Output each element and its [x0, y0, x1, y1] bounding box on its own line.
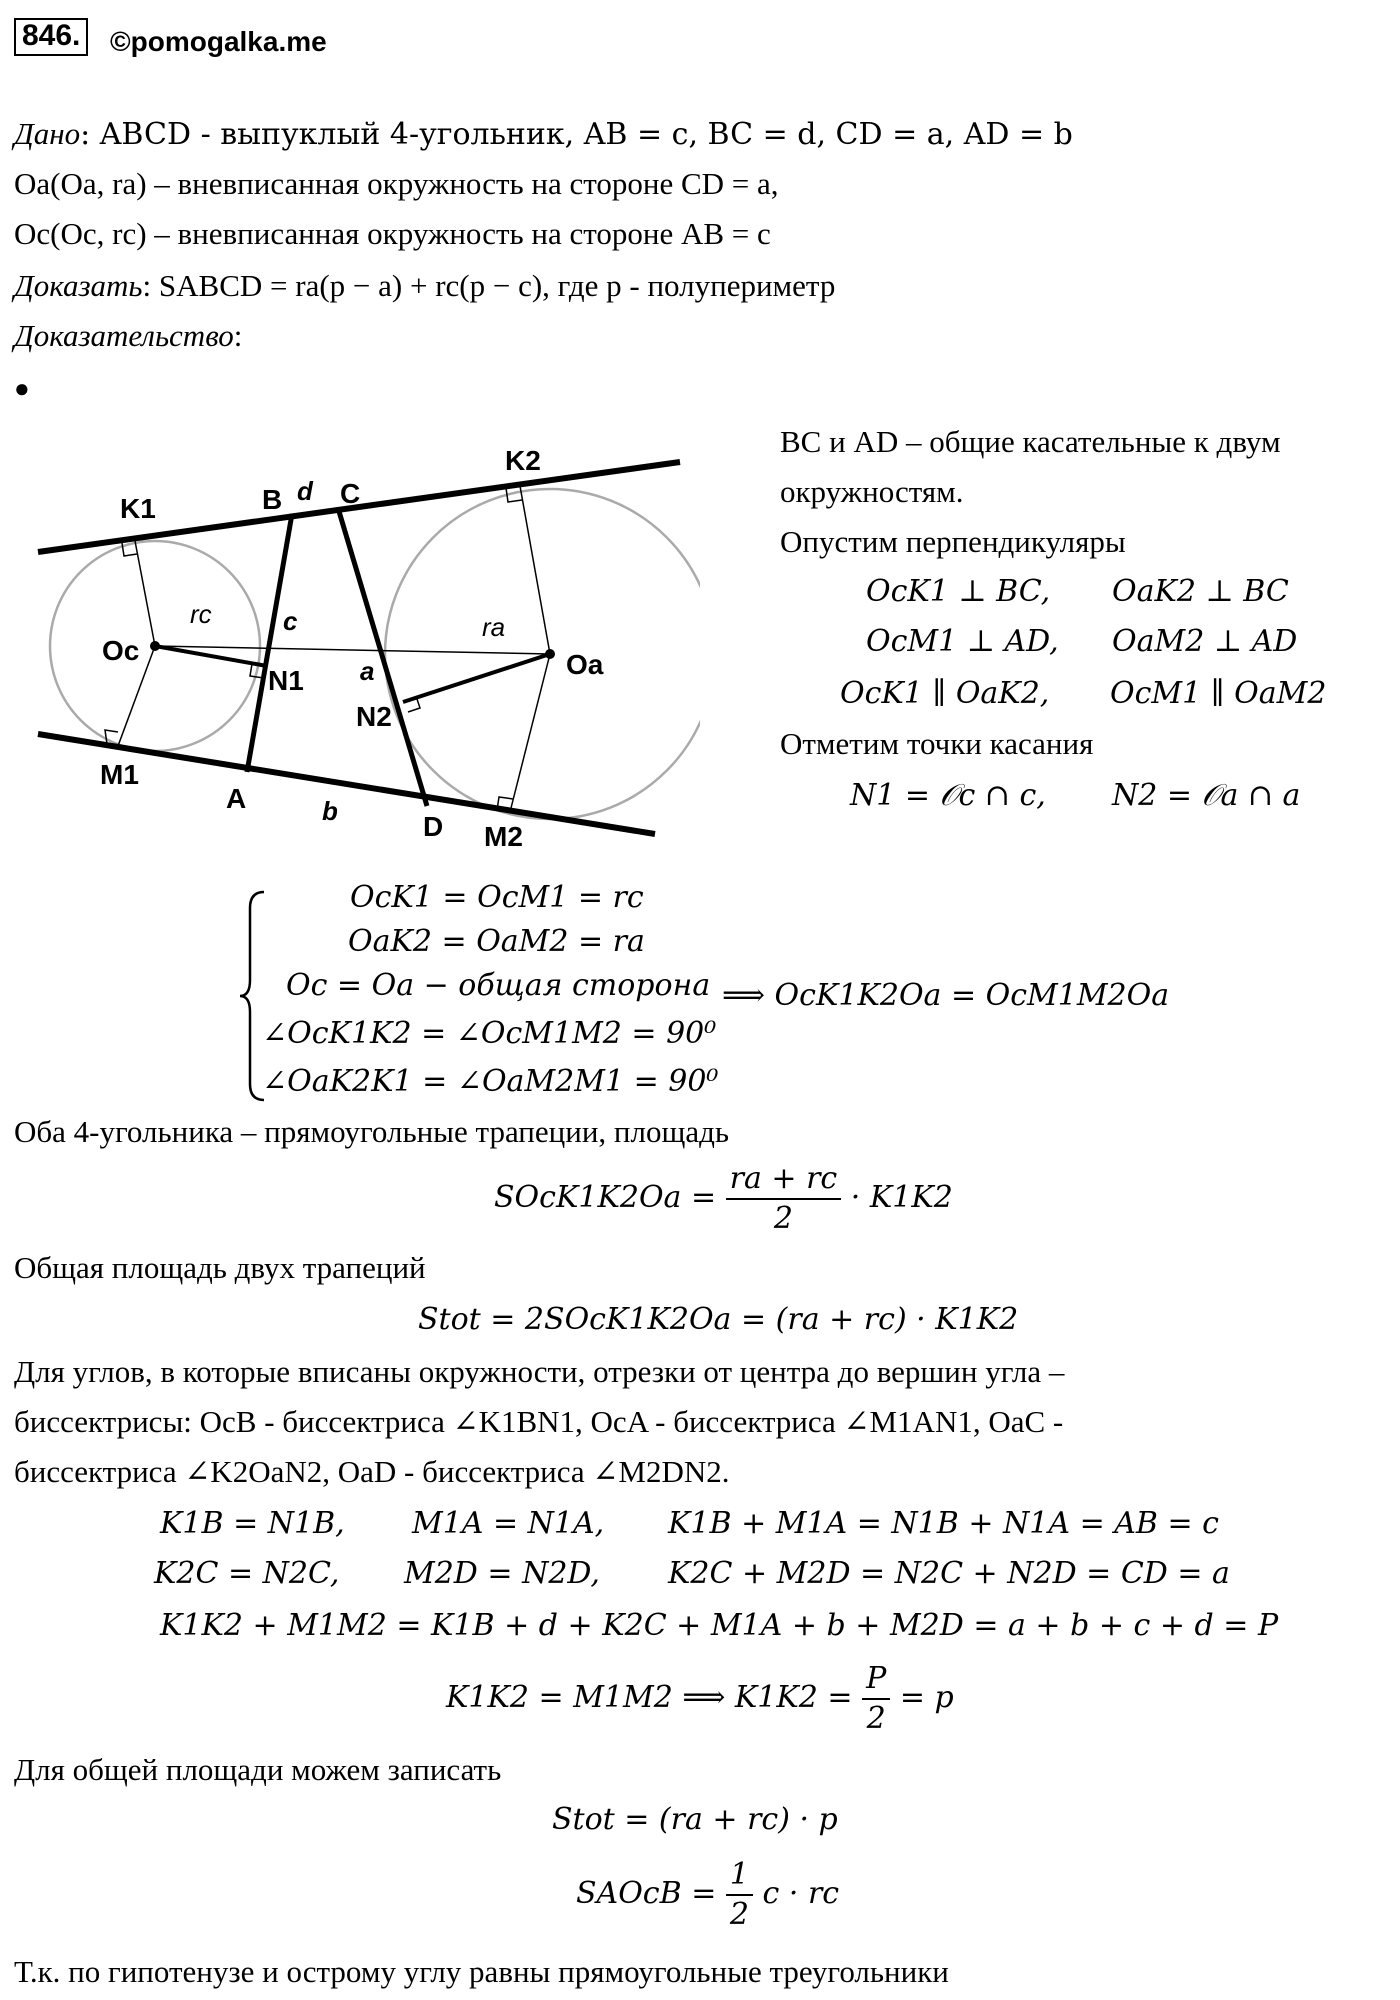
center-line — [155, 646, 550, 654]
perp-oc-k1: OcK1 ⊥ BC, — [866, 574, 1051, 609]
label-oa: Oa — [566, 649, 604, 680]
para-7: Т.к. по гипотенузе и острому углу равны прямоугольные треугольники — [14, 1954, 949, 1989]
eq-perimeter: K1K2 + M1M2 = K1B + d + K2C + M1A + b + M2D = a + b + c + d = P — [160, 1608, 1279, 1643]
e4-right: = p — [899, 1680, 954, 1715]
perp-oa-m2: OaM2 ⊥ AD — [1112, 624, 1298, 659]
para-2: Общая площадь двух трапеций — [14, 1250, 426, 1285]
side-cd — [338, 508, 427, 806]
problem-number: 846. — [14, 18, 88, 56]
tangent-point-n2: N2 = 𝒪a ∩ a — [1112, 778, 1301, 813]
site-watermark: ©pomogalka.me — [110, 26, 327, 57]
system-eq-2: OaK2 = OaM2 = ra — [348, 924, 645, 959]
f4-num: 1 — [726, 1856, 753, 1896]
oa-m2 — [510, 654, 550, 812]
tangent-point-n1: N1 = 𝒪c ∩ c, — [850, 778, 1046, 813]
label-n2: N2 — [356, 701, 392, 732]
f4-fraction — [726, 1856, 753, 1934]
right-line-2: окружностям. — [780, 474, 964, 509]
label-b-side: b — [322, 796, 338, 826]
center-oc-dot — [150, 641, 160, 651]
given-line-2: Oa(Oa, ra) – вневписанная окружность на стороне CD = a, — [14, 166, 779, 201]
label-d: d — [297, 476, 313, 506]
system-eq-5: ∠OaK2K1 = ∠OaM2M1 = 90⁰ — [262, 1064, 719, 1099]
oc-n1 — [155, 646, 267, 666]
f1-left: SOcK1K2Oa = — [494, 1180, 717, 1215]
perp-oa-k2: OaK2 ⊥ BC — [1112, 574, 1289, 609]
label-c-side: c — [283, 606, 298, 636]
eq-k1b: K1B = N1B, — [160, 1506, 345, 1541]
e4-den: 2 — [866, 1701, 886, 1736]
proof-label: Доказательство — [14, 318, 234, 353]
formula-total-p: Stot = (ra + rc) · p — [552, 1802, 838, 1837]
label-c-vertex: C — [340, 478, 361, 509]
side-ab — [247, 514, 292, 772]
proof-colon: : — [233, 318, 243, 353]
system-eq-3: Oc = Oa − общая сторона — [286, 968, 711, 1003]
para-4: биссектрисы: OcB - биссектриса ∠K1BN1, OcA - биссектриса ∠M1AN1, OaC - — [14, 1404, 1064, 1439]
geometry-figure — [0, 0, 700, 860]
para-3: Для углов, в которые вписаны окружности, отрезки от центра до вершин угла – — [14, 1354, 1065, 1389]
label-a-vertex: A — [226, 783, 247, 814]
eq-m2d: M2D = N2D, — [404, 1556, 600, 1591]
system-eq-4: ∠OcK1K2 = ∠OcM1M2 = 90⁰ — [262, 1016, 717, 1051]
given-text: : ABCD - выпуклый 4-угольник, AB = c, BC = d, CD = a, AD = b — [80, 117, 1073, 152]
f4-left: SAOcB = — [576, 1876, 717, 1911]
label-a-side: a — [360, 656, 375, 686]
center-oa-dot — [545, 649, 555, 659]
parallel-m: OcM1 ∥ OaM2 — [1110, 676, 1327, 711]
label-b: B — [262, 484, 283, 515]
right-line-4: Отметим точки касания — [780, 726, 1094, 761]
right-line-3: Опустим перпендикуляры — [780, 524, 1126, 559]
parallel-k: OcK1 ∥ OaK2, — [840, 676, 1050, 711]
eq-m1a: M1A = N1A, — [412, 1506, 605, 1541]
label-rc: rc — [190, 599, 212, 629]
e4-left: K1K2 = M1M2 ⟹ K1K2 = — [446, 1680, 853, 1715]
para-1: Оба 4-угольника – прямоугольные трапеции, площадь — [14, 1114, 730, 1149]
oc-k1 — [135, 541, 155, 646]
f1-num: ra + rc — [726, 1160, 842, 1200]
eq-semiperimeter — [446, 1660, 954, 1738]
formula-trapezoid-area — [494, 1160, 953, 1238]
label-ra: ra — [482, 612, 506, 642]
para-6: Для общей площади можем записать — [14, 1752, 502, 1787]
eq-k2c: K2C = N2C, — [154, 1556, 340, 1591]
given-line-3: Oc(Oc, rc) – вневписанная окружность на стороне AB = c — [14, 216, 771, 251]
label-m2: M2 — [484, 821, 523, 852]
e4-num: P — [862, 1660, 890, 1700]
formula-triangle-area — [576, 1856, 839, 1934]
label-oc: Oc — [102, 635, 140, 666]
e4-fraction — [862, 1660, 890, 1738]
label-m1: M1 — [100, 759, 139, 790]
formula-total: Stot = 2SOcK1K2Oa = (ra + rc) · K1K2 — [418, 1302, 1019, 1337]
eq-cd: K2C + M2D = N2C + N2D = CD = a — [668, 1556, 1230, 1591]
label-k1: K1 — [120, 493, 156, 524]
para-5: биссектриса ∠K2OaN2, OaD - биссектриса ∠M2DN2. — [14, 1454, 730, 1489]
system-conclusion: ⟹ OcK1K2Oa = OcM1M2Oa — [722, 978, 1170, 1013]
given-label: Дано — [14, 116, 81, 151]
f4-den: 2 — [729, 1897, 749, 1932]
prove-label: Доказать — [14, 268, 143, 303]
f1-den: 2 — [773, 1201, 793, 1236]
oa-k2 — [520, 486, 550, 654]
label-k2: K2 — [505, 445, 541, 476]
perp-oc-m1: OcM1 ⊥ AD, — [866, 624, 1059, 659]
label-d-vertex: D — [423, 811, 444, 842]
f4-right: c · rc — [762, 1876, 840, 1911]
eq-ab: K1B + M1A = N1B + N1A = AB = c — [668, 1506, 1219, 1541]
oa-n2 — [403, 654, 550, 702]
f1-fraction — [726, 1160, 842, 1238]
f1-right: · K1K2 — [850, 1180, 953, 1215]
prove-text: : SABCD = ra(p − a) + rc(p − c), где p - полупериметр — [142, 268, 836, 303]
system-eq-1: OcK1 = OcM1 = rc — [350, 880, 644, 915]
label-n1: N1 — [268, 665, 304, 696]
right-line-1: BC и AD – общие касательные к двум — [780, 424, 1281, 459]
bullet: ● — [14, 374, 30, 403]
